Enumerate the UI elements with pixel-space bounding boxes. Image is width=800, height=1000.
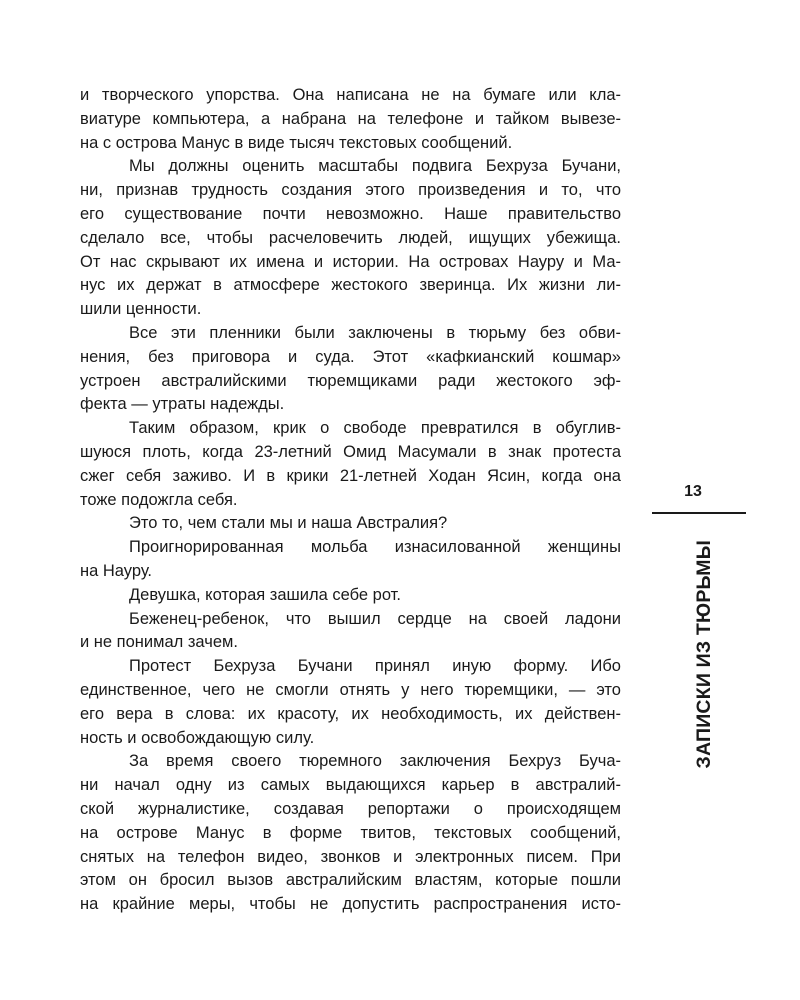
- text-line: Все эти пленники были заключены в тюрьму без обви-: [129, 323, 621, 342]
- page-number: 13: [684, 483, 702, 500]
- text-line: нус их держат в атмосфере жестокого зверинца. Их жизни ли-: [80, 276, 621, 295]
- text-line: фекта — утраты надежды.: [80, 395, 285, 414]
- text-line: снятых на телефон видео, звонков и электронных писем. При: [80, 847, 621, 866]
- text-line: Проигнорированная мольба изнасилованной женщины: [129, 538, 621, 557]
- text-line: единственное, чего не смогли отнять у него тюремщики, — это: [80, 680, 621, 699]
- body-text: [80, 84, 621, 917]
- text-line: Мы должны оценить масштабы подвига Бехруза Бучани,: [129, 157, 621, 176]
- text-line: этом он бросил вызов австралийским властям, которые пошли: [80, 871, 621, 890]
- text-line: и не понимал зачем.: [80, 633, 238, 652]
- text-line: Это то, чем стали мы и наша Австралия?: [129, 514, 448, 533]
- text-line: Беженец-ребенок, что вышил сердце на своей ладони: [129, 609, 621, 628]
- text-line: нения, без приговора и суда. Этот «кафкианский кошмар»: [80, 347, 621, 366]
- text-line: и творческого упорства. Она написана не на бумаге или кла-: [80, 86, 621, 104]
- text-line: ской журналистике, создавая репортажи о происходящем: [80, 799, 621, 818]
- text-line: Протест Бехруза Бучани принял иную форму. Ибо: [129, 657, 621, 676]
- text-line: Таким образом, крик о свободе превратился в обуглив-: [129, 419, 621, 438]
- text-line: тоже подожгла себя.: [80, 490, 238, 509]
- text-line: на острове Манус в форме твитов, текстовых сообщений,: [80, 823, 621, 842]
- text-line: ни, признав трудность создания этого произведения и то, что: [80, 181, 621, 200]
- text-line: устроен австралийскими тюремщиками ради жестокого эф-: [80, 371, 621, 390]
- text-line: его существование почти невозможно. Наше правительство: [80, 204, 621, 223]
- text-line: на с острова Манус в виде тысяч текстовых сообщений.: [80, 133, 513, 152]
- text-line: шили ценности.: [80, 300, 202, 319]
- running-title: ЗАПИСКИ ИЗ ТЮРЬМЫ: [693, 540, 715, 769]
- text-line: виатуре компьютера, а набрана на телефоне и тайком вывезе-: [80, 109, 621, 128]
- page-number-rule: [652, 512, 746, 514]
- text-line: на крайние меры, чтобы не допустить распространения исто-: [80, 895, 621, 914]
- text-line: Девушка, которая зашила себе рот.: [129, 585, 401, 604]
- text-line: За время своего тюремного заключения Бехруз Буча-: [129, 752, 621, 771]
- text-line: на Науру.: [80, 561, 153, 580]
- text-line: его вера в слова: их красоту, их необходимость, их действен-: [80, 704, 621, 723]
- text-line: сжег себя заживо. И в крики 21-летней Ходан Ясин, когда она: [80, 466, 621, 485]
- text-line: От нас скрывают их имена и истории. На островах Науру и Ма-: [80, 252, 621, 271]
- text-line: ни начал одну из самых выдающихся карьер в австралий-: [80, 776, 621, 795]
- text-line: ность и освобождающую силу.: [80, 728, 315, 747]
- text-line: шуюся плоть, когда 23-летний Омид Масумали в знак протеста: [80, 442, 621, 461]
- text-line: сделало все, чтобы расчеловечить людей, ищущих убежища.: [80, 228, 621, 247]
